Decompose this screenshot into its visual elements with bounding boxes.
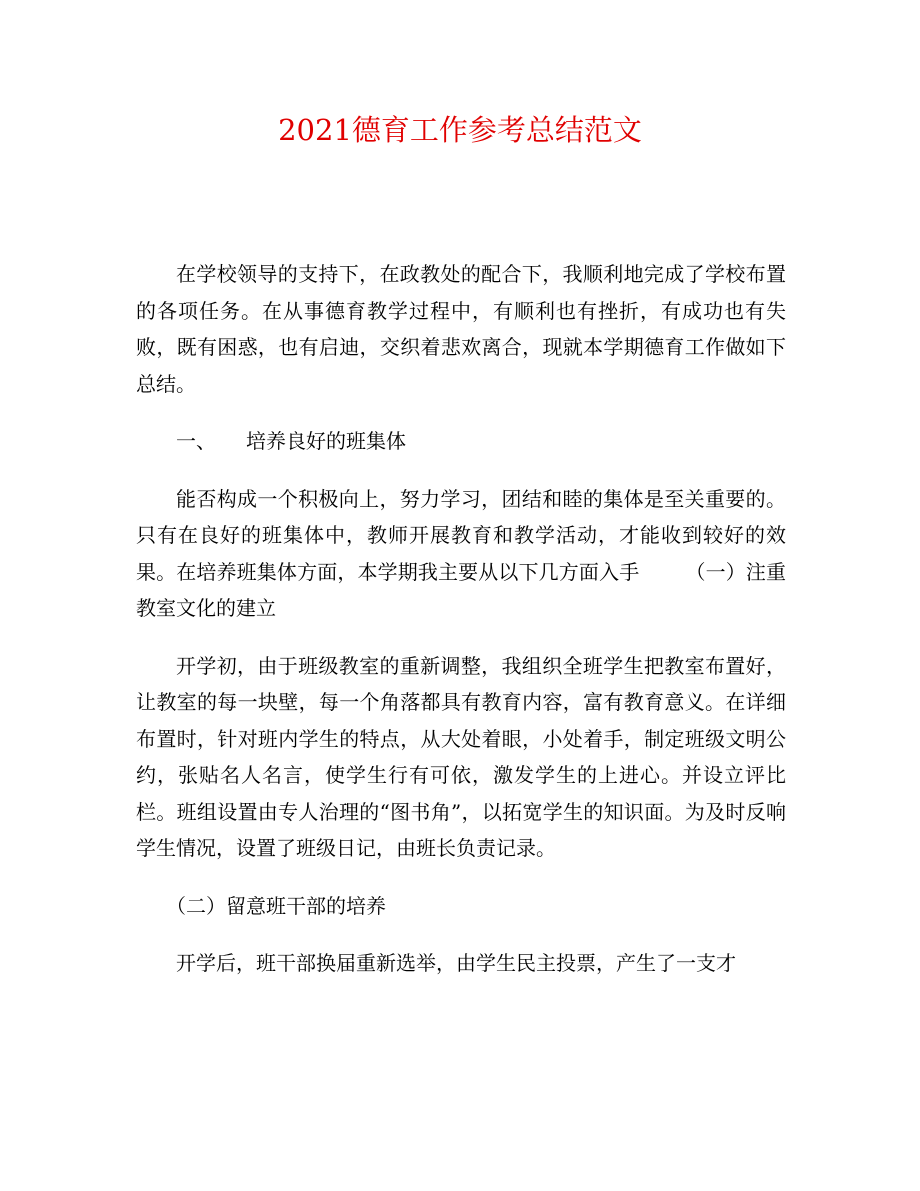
paragraph-3: 开学初，由于班级教室的重新调整，我组织全班学生把教室布置好，让教室的每一块壁，每一个角落都具有教育内容，富有教育意义。在详细布置时，针对班内学生的特点，从大处着眼，小处着手，制定班级文明公约，张贴名人名言，使学生行有可依，激发学生的上进心。并设立评比栏。班组设置由专人治理的“图书角”，以拓宽学生的知识面。为及时反响学生情况，设置了班级日记，由班长负责记录。 xyxy=(136,653,786,860)
paragraph-4: 开学后，班干部换届重新选举，由学生民主投票，产生了一支才 xyxy=(176,951,736,975)
paragraph-2 xyxy=(136,481,786,627)
paragraph-2-text: 能否构成一个积极向上，努力学习，团结和睦的集体是至关重要的。只有在良好的班集体中，教师开展教育和教学活动，才能收到较好的效果。在培养班集体方面，本学期我主要从以下几方面入手 xyxy=(136,486,786,584)
paragraph-gap xyxy=(136,924,786,945)
document-body xyxy=(136,256,786,982)
subsection-heading-2: （二）留意班干部的培养 xyxy=(166,893,386,918)
paragraph-gap xyxy=(136,402,786,423)
document-title: 2021德育工作参考总结范文 xyxy=(278,113,642,147)
paragraph-gap xyxy=(136,627,786,648)
paragraph-gap xyxy=(136,460,786,481)
paragraph-intro: 在学校领导的支持下，在政教处的配合下，我顺利地完成了学校布置的各项任务。在从事德育教学过程中，有顺利也有挫折，有成功也有失败，既有困惑，也有启迪，交织着悲欢离合，现就本学期德育工作做如下总结。 xyxy=(136,262,786,396)
paragraph-gap xyxy=(136,867,786,888)
section-title: 培养良好的班集体 xyxy=(246,429,406,453)
section-marker: 一、 xyxy=(176,429,216,453)
section-heading-1 xyxy=(136,423,786,460)
subsection-heading-1: （一）注重教室文化的建立 xyxy=(136,559,787,620)
